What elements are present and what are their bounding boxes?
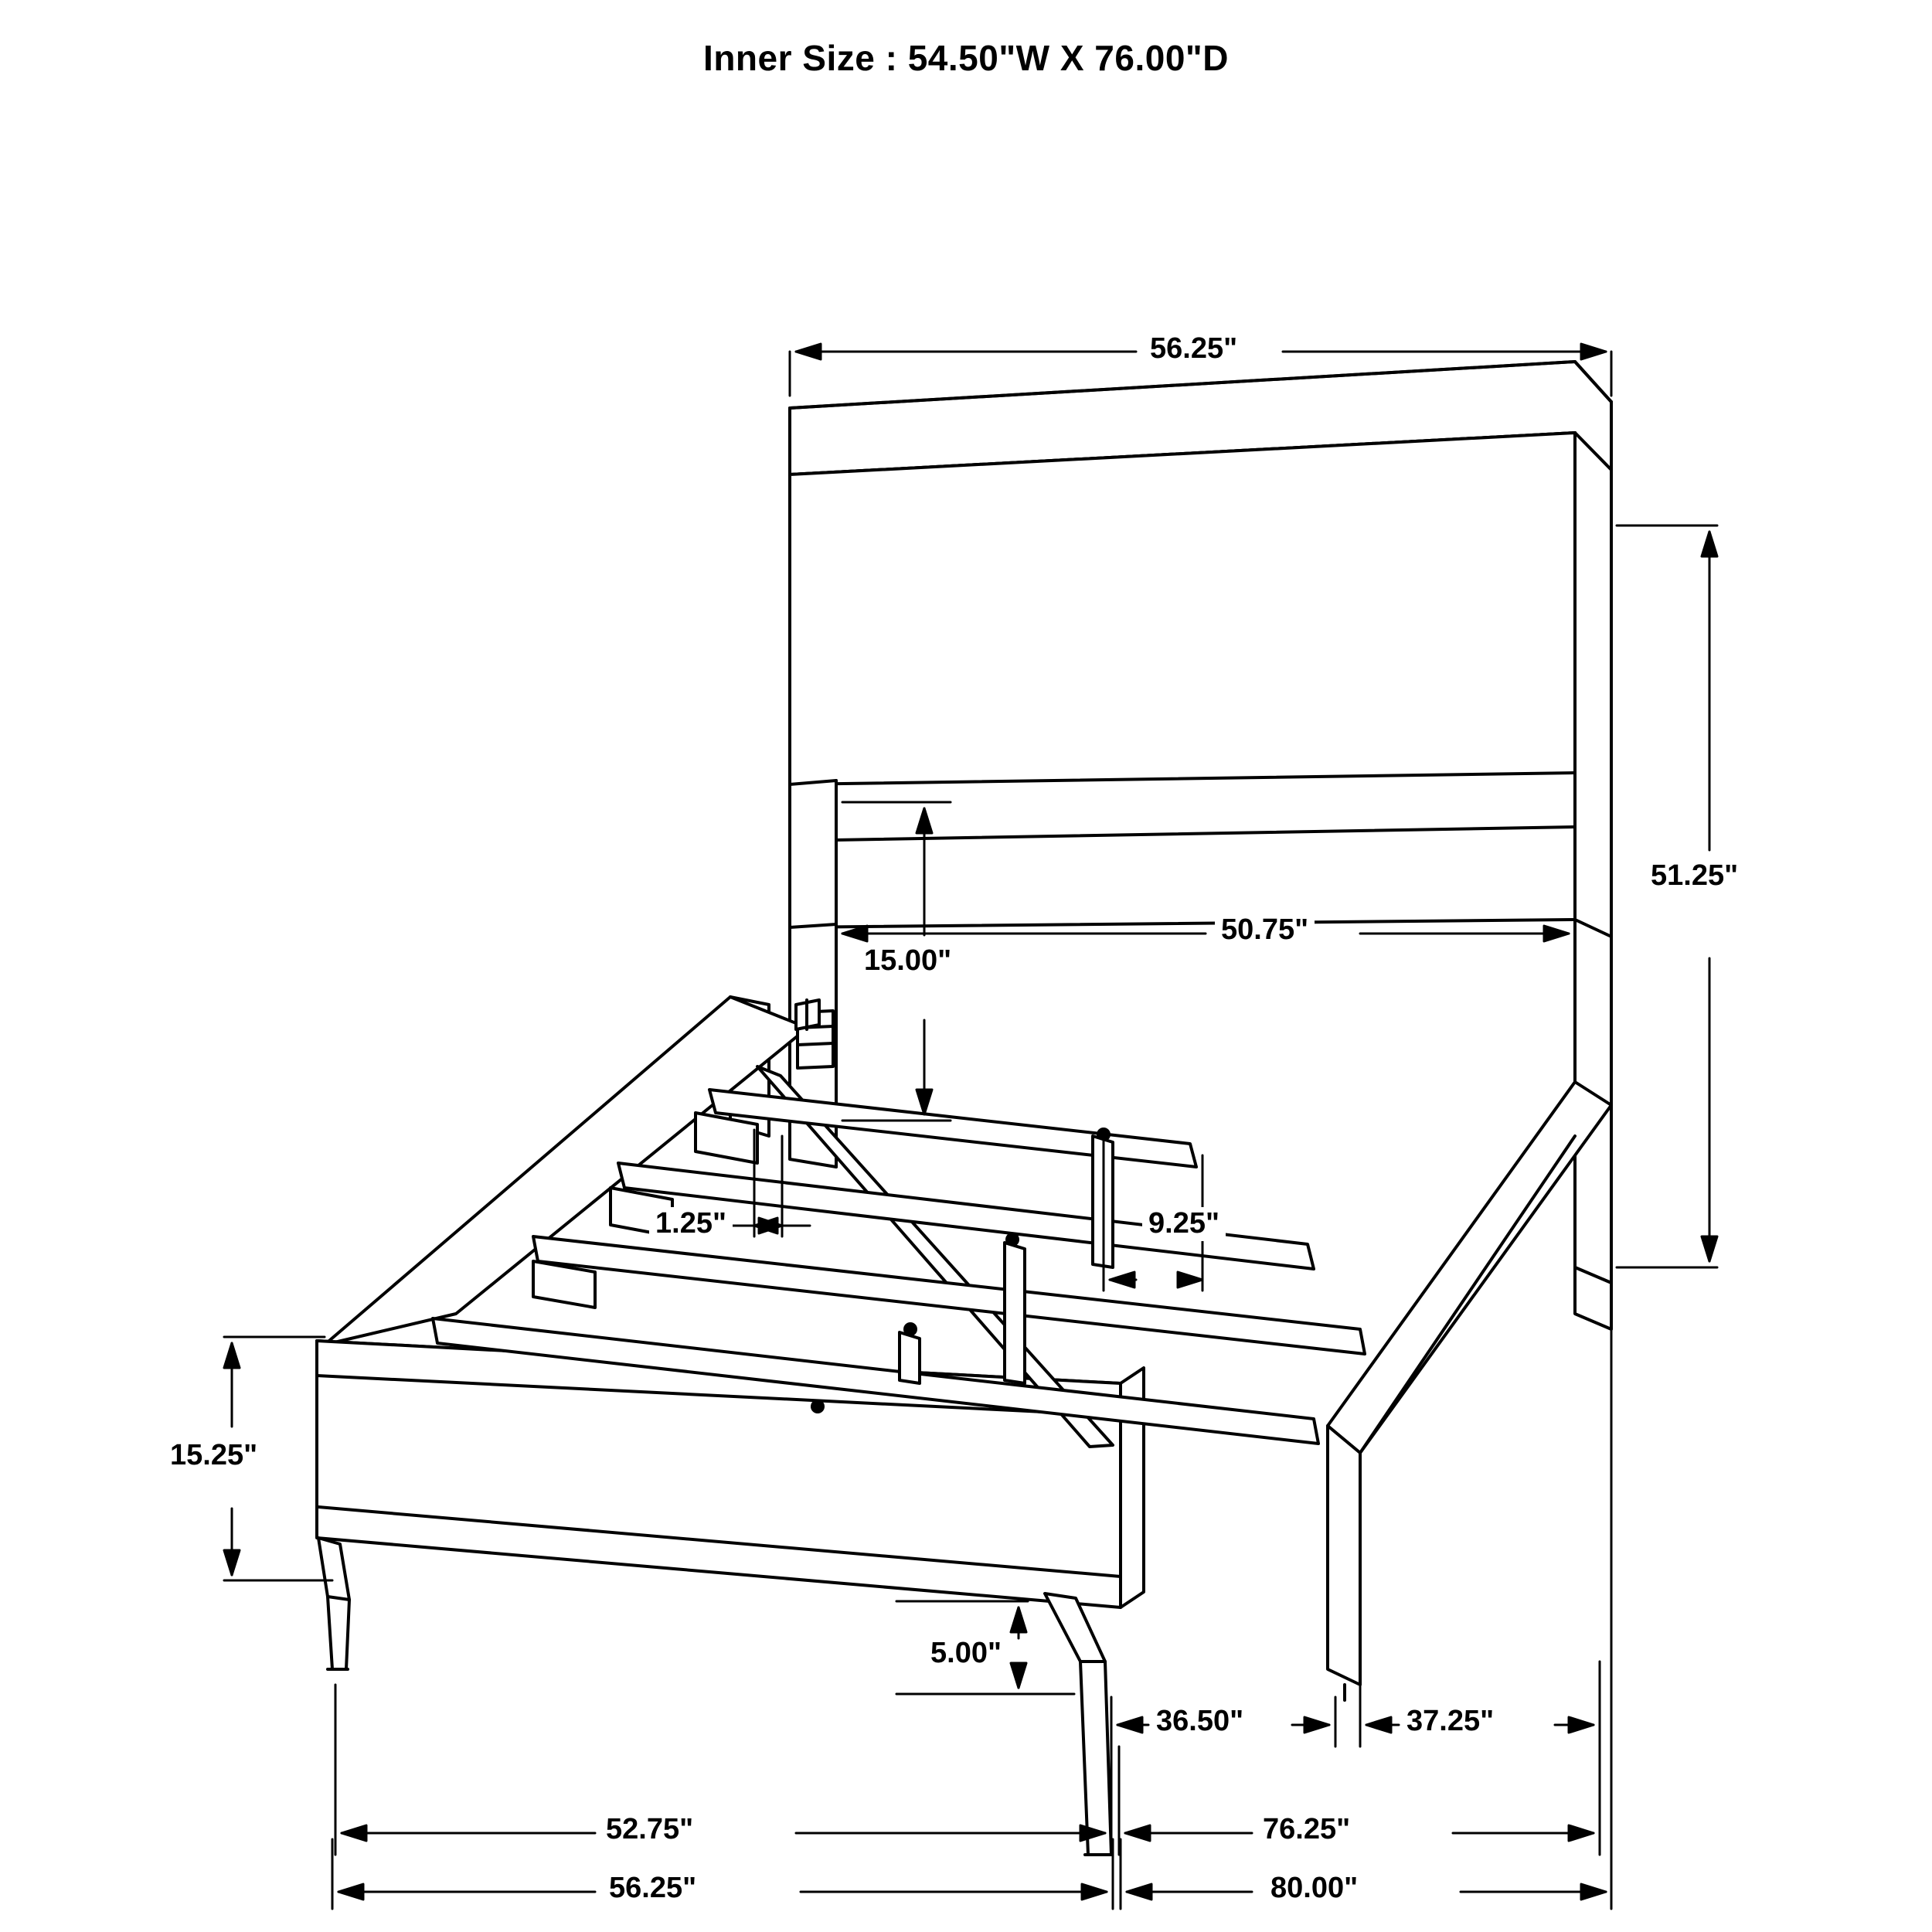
dimension-label-frame-length: 76.25"	[1257, 1813, 1356, 1847]
dimension-label-deck-to-headboard-top: 15.00"	[858, 944, 957, 978]
dimension-label-headboard-width: 56.25"	[1144, 332, 1243, 366]
dimension-label-footboard-height: 15.25"	[164, 1439, 264, 1473]
dimension-label-inner-length: 52.75"	[600, 1813, 699, 1847]
dimension-label-headboard-height: 51.25"	[1645, 859, 1744, 893]
dimension-label-leg-to-slat: 9.25"	[1142, 1207, 1226, 1241]
headboard-assembly	[790, 362, 1611, 1283]
dimension-label-headboard-panel-width: 50.75"	[1215, 913, 1315, 947]
dimension-label-slat-spacing: 1.25"	[649, 1207, 733, 1241]
dimension-label-outer-width: 56.25"	[603, 1872, 702, 1906]
page-title: Inner Size : 54.50"W X 76.00"D	[703, 38, 1229, 78]
dimension-label-overall-length: 80.00"	[1264, 1872, 1364, 1906]
dimension-label-floor-clearance: 5.00"	[924, 1637, 1008, 1671]
dimension-label-footboard-leg-offset: 36.50"	[1150, 1705, 1250, 1739]
dimension-label-headboard-leg-offset: 37.25"	[1400, 1705, 1500, 1739]
